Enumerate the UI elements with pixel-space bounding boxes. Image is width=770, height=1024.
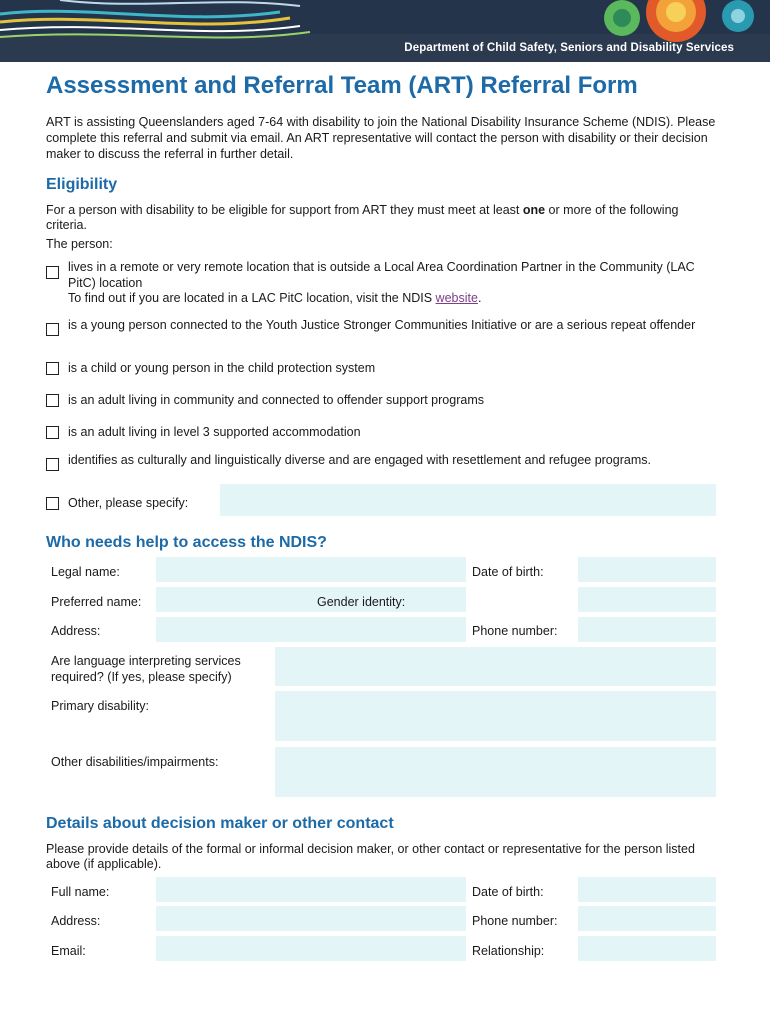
criterion-label: identifies as culturally and linguistically diverse and are engaged with resettlement and refugee programs. — [68, 453, 651, 467]
full-name-label: Full name: — [51, 885, 110, 899]
contact-address-field[interactable] — [156, 906, 466, 931]
address-label: Address: — [51, 624, 101, 638]
intro-paragraph: ART is assisting Queenslanders aged 7-64 with disability to join the National Disability Insurance Scheme (NDIS). Please complete this referral and submit via email. An ART representative will contact the person with disability or their decision maker to discuss the referral in further detail. — [46, 115, 716, 161]
email-field[interactable] — [156, 936, 466, 961]
relationship-field[interactable] — [578, 936, 716, 961]
primary-disability-label: Primary disability: — [51, 699, 149, 713]
criterion-checkbox[interactable] — [46, 362, 59, 375]
interpreting-label: Are language interpreting services required? (If yes, please specify) — [51, 654, 241, 684]
criterion-label: is a young person connected to the Youth Justice Stronger Communities Initiative or are a serious repeat offender — [68, 318, 696, 332]
preferred-name-label: Preferred name: — [51, 595, 142, 609]
criterion-supported-accommodation — [46, 425, 726, 441]
date-of-birth-label: Date of birth: — [472, 565, 544, 579]
criterion-culturally-diverse — [46, 453, 726, 485]
contact-section-text: Please provide details of the formal or informal decision maker, or other contact or representative for the person listed above (if applicable). — [46, 842, 695, 871]
criterion-child-protection — [46, 361, 726, 377]
contact-section-heading: Details about decision maker or other contact — [46, 815, 394, 832]
criterion-label: is a child or young person in the child protection system — [68, 361, 376, 375]
eligibility-text: For a person with disability to be eligible for support from ART they must meet at least one or more of the following criteria. — [46, 203, 679, 232]
criterion-checkbox[interactable] — [46, 266, 59, 279]
other-specify-field[interactable] — [220, 484, 716, 516]
legal-name-field[interactable] — [156, 557, 466, 582]
relationship-label: Relationship: — [472, 944, 545, 958]
phone-number-label: Phone number: — [472, 624, 558, 638]
interpreting-field[interactable] — [275, 647, 716, 686]
legal-name-label: Legal name: — [51, 565, 120, 579]
criterion-offender-support — [46, 393, 726, 409]
gender-identity-label: Gender identity: — [317, 595, 406, 609]
criterion-checkbox[interactable] — [46, 323, 59, 336]
criterion-youth-justice — [46, 318, 726, 350]
contact-phone-number-label: Phone number: — [472, 914, 558, 928]
criterion-checkbox[interactable] — [46, 394, 59, 407]
contact-phone-number-field[interactable] — [578, 906, 716, 931]
criterion-checkbox[interactable] — [46, 458, 59, 471]
contact-date-of-birth-label: Date of birth: — [472, 885, 544, 899]
ndis-website-link[interactable]: website — [435, 291, 478, 305]
address-field[interactable] — [156, 617, 466, 642]
preferred-name-field[interactable] — [156, 587, 466, 612]
primary-disability-field[interactable] — [275, 691, 716, 741]
person-label: The person: — [46, 237, 113, 251]
criterion-label: lives in a remote or very remote location that is outside a Local Area Coordination Partner in the Community (LAC PitC) location To find out if you are located in a LAC PitC location, visit the NDIS website. — [68, 260, 695, 305]
full-name-field[interactable] — [156, 877, 466, 902]
eligibility-heading: Eligibility — [46, 176, 118, 193]
criterion-label: is an adult living in community and connected to offender support programs — [68, 393, 484, 407]
criterion-label: Other, please specify: — [68, 496, 189, 510]
header-banner — [0, 0, 770, 62]
criterion-label: is an adult living in level 3 supported accommodation — [68, 425, 361, 439]
gender-identity-field[interactable] — [578, 587, 716, 612]
other-disabilities-label: Other disabilities/impairments: — [51, 755, 219, 769]
department-name: Department of Child Safety, Seniors and Disability Services — [404, 42, 734, 54]
contact-address-label: Address: — [51, 914, 101, 928]
criterion-checkbox[interactable] — [46, 426, 59, 439]
criterion-remote-location — [46, 260, 726, 310]
criterion-checkbox[interactable] — [46, 497, 59, 510]
date-of-birth-field[interactable] — [578, 557, 716, 582]
other-disabilities-field[interactable] — [275, 747, 716, 797]
person-section-heading: Who needs help to access the NDIS? — [46, 534, 327, 551]
page-title: Assessment and Referral Team (ART) Referral Form — [46, 72, 638, 99]
email-label: Email: — [51, 944, 86, 958]
contact-date-of-birth-field[interactable] — [578, 877, 716, 902]
phone-number-field[interactable] — [578, 617, 716, 642]
